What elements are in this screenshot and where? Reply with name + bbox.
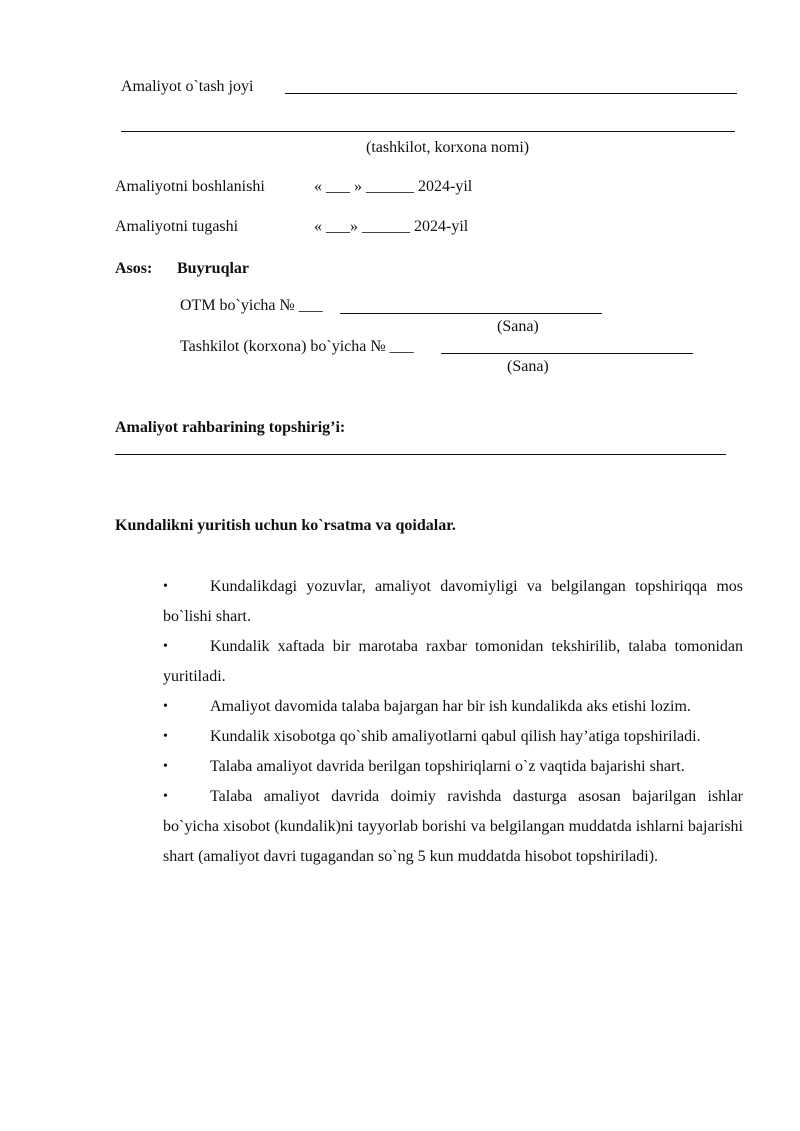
- bullet-icon: •: [163, 759, 168, 774]
- start-date-label: Amaliyotni boshlanishi: [115, 178, 265, 195]
- practice-place-line: [285, 93, 737, 94]
- rule-item-text: Talaba amaliyot davrida berilgan topshiriqlarni o`z vaqtida bajarishi shart.: [210, 758, 685, 775]
- rule-item: [163, 782, 743, 872]
- orders-heading: Buyruqlar: [177, 260, 250, 277]
- university-order-date-caption: (Sana): [497, 318, 539, 335]
- supervisor-task-line: [115, 454, 726, 455]
- supervisor-task-label: Amaliyot rahbarining topshirig’i:: [115, 419, 346, 436]
- organization-caption: (tashkilot, korxona nomi): [366, 139, 530, 156]
- practice-place-label: Amaliyot o`tash joyi: [121, 78, 254, 95]
- rule-item-text: Kundalik xisobotga qo`shib amaliyotlarni qabul qilish hay’atiga topshiriladi.: [210, 728, 701, 745]
- asos-label: Asos:: [115, 260, 153, 277]
- rule-item: [163, 692, 743, 722]
- university-order-date-line: [340, 313, 602, 314]
- organization-order-date-line: [441, 353, 693, 354]
- bullet-icon: •: [163, 729, 168, 744]
- organization-order-line: Tashkilot (korxona) bo`yicha № ___: [180, 338, 414, 355]
- organization-name-line: [121, 131, 735, 132]
- organization-order-date-caption: (Sana): [507, 358, 549, 375]
- rule-item-text: Amaliyot davomida talaba bajargan har bir ish kundalikda aks etishi lozim.: [210, 698, 691, 715]
- bullet-icon: •: [163, 639, 168, 654]
- start-date-value: « ___ » ______ 2024-yil: [314, 178, 473, 195]
- end-date-label: Amaliyotni tugashi: [115, 218, 239, 235]
- rule-item: [163, 632, 743, 692]
- end-date-value: « ___» ______ 2024-yil: [314, 218, 469, 235]
- university-order-line: OTM bo`yicha № ___: [180, 297, 323, 314]
- rule-item: [163, 752, 743, 782]
- bullet-icon: •: [163, 579, 168, 594]
- rules-heading: Kundalikni yuritish uchun ko`rsatma va qoidalar.: [115, 517, 456, 534]
- rule-item-text: Kundalik xaftada bir marotaba raxbar tomonidan tekshirilib, talaba tomonidan yuritiladi.: [163, 638, 743, 685]
- rule-item: [163, 572, 743, 632]
- rule-item-text: Talaba amaliyot davrida doimiy ravishda dasturga asosan bajarilgan ishlar bo`yicha xisobot (kundalik)ni tayyorlab borishi va belgilangan muddatda ishlarni bajarishi shart (amaliyot davri tugagandan so`ng 5 kun muddatda hisobot topshiriladi).: [163, 788, 743, 865]
- bullet-icon: •: [163, 789, 168, 804]
- bullet-icon: •: [163, 699, 168, 714]
- rule-item: [163, 722, 743, 752]
- rule-item-text: Kundalikdagi yozuvlar, amaliyot davomiyligi va belgilangan topshiriqqa mos bo`lishi shart.: [163, 578, 743, 625]
